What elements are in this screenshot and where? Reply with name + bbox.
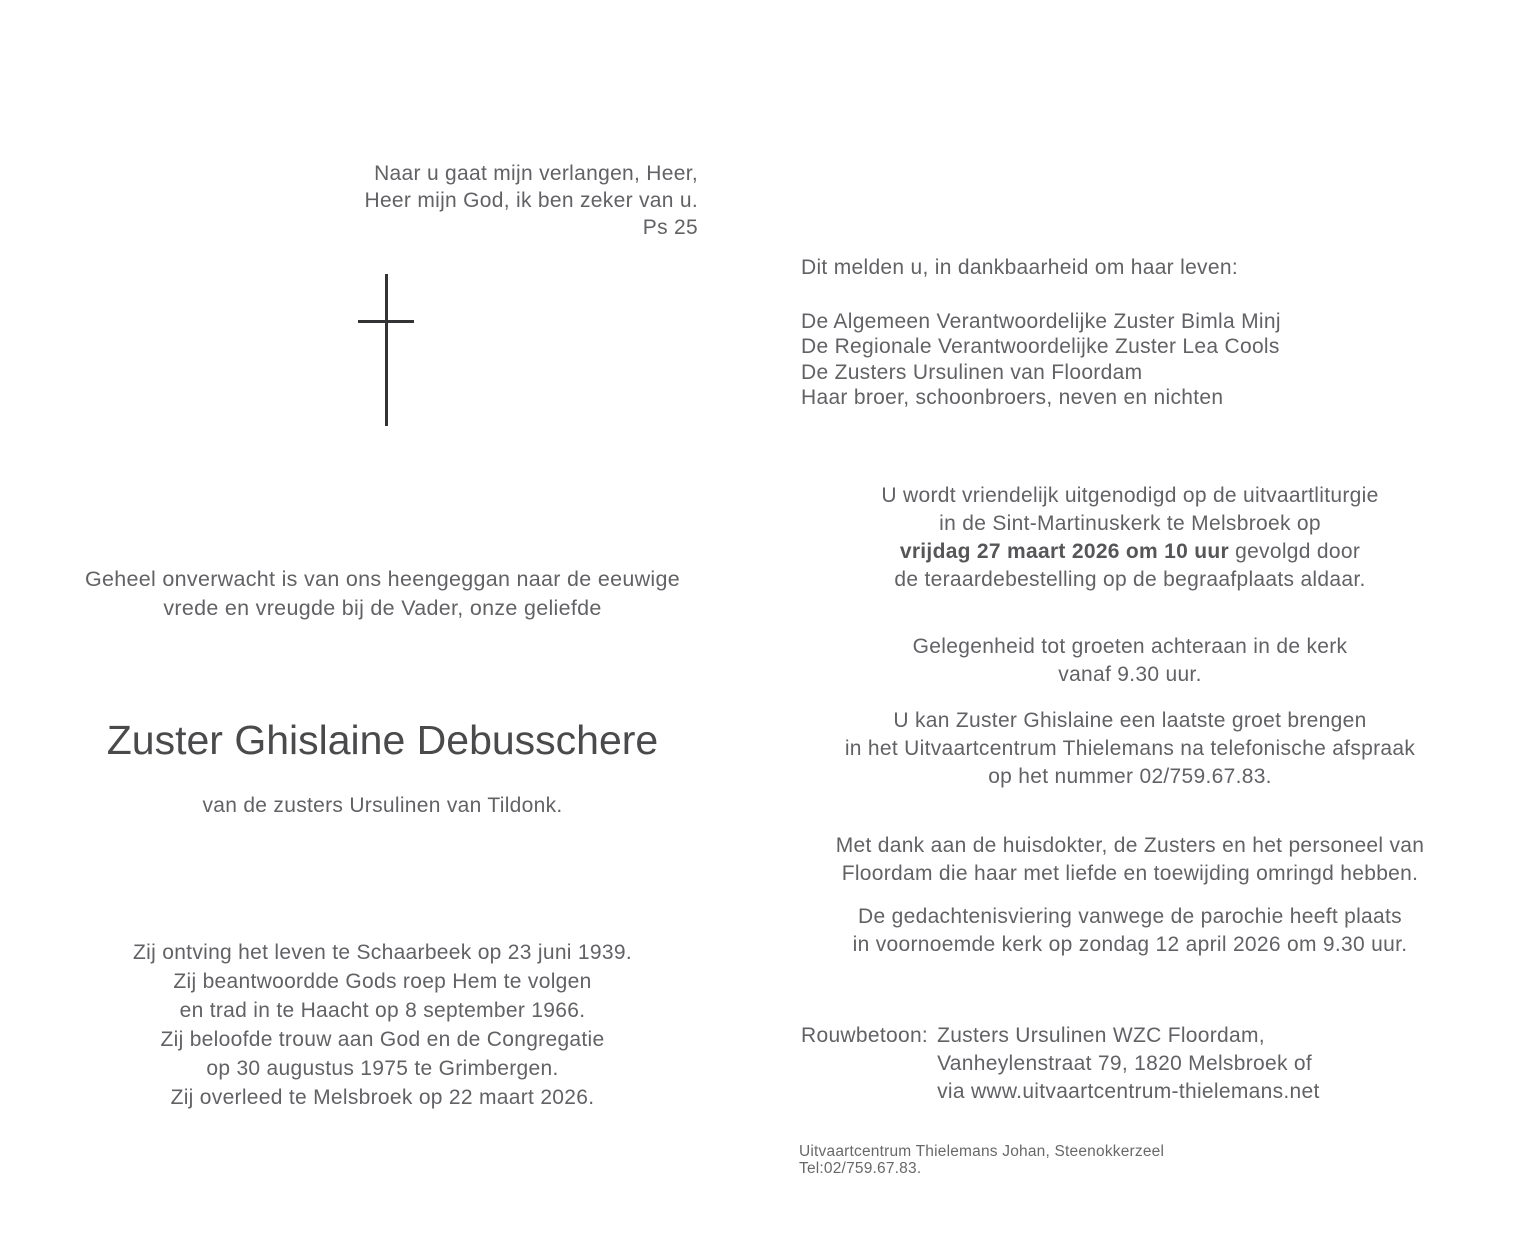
condolences-website: via www.uitvaartcentrum-thielemans.net bbox=[937, 1080, 1320, 1103]
funeral-line: de teraardebestelling op de begraafplaats aldaar. bbox=[894, 568, 1366, 591]
psalm-quote bbox=[60, 160, 705, 241]
last-greeting-info bbox=[800, 707, 1460, 791]
biography-line: Zij ontving het leven te Schaarbeek op 23 juni 1939. bbox=[133, 941, 632, 964]
mourner-line: De Algemeen Verantwoordelijke Zuster Bimla Minj bbox=[801, 310, 1281, 333]
funeral-invitation bbox=[800, 482, 1460, 594]
biography-line: en trad in te Haacht op 8 september 1966. bbox=[179, 999, 586, 1022]
psalm-attribution: Ps 25 bbox=[642, 216, 698, 239]
funeral-date-line bbox=[800, 538, 1460, 566]
mourners-list bbox=[801, 309, 1461, 410]
mourner-line: De Zusters Ursulinen van Floordam bbox=[801, 360, 1143, 384]
mourner-line: De Regionale Verantwoordelijke Zuster Lea Cools bbox=[801, 335, 1280, 359]
condolences-lines bbox=[937, 1022, 1320, 1106]
condolences-label: Rouwbetoon: bbox=[801, 1024, 929, 1047]
cross-icon bbox=[358, 320, 414, 323]
greeting-line: Gelegenheid tot groeten achteraan in de kerk bbox=[912, 635, 1348, 658]
funeral-line: U wordt vriendelijk uitgenodigd op de uitvaartliturgie bbox=[881, 484, 1379, 507]
biography-line: Zij beantwoordde Gods roep Hem te volgen bbox=[173, 970, 592, 993]
memorial-service-note bbox=[790, 903, 1470, 959]
thanks-line: Met dank aan de huisdokter, de Zusters en het personeel van bbox=[835, 834, 1425, 857]
deceased-name: Zuster Ghislaine Debusschere bbox=[106, 717, 659, 763]
footer-phone: Tel:02/759.67.83. bbox=[799, 1160, 922, 1177]
biography-line: Zij overleed te Melsbroek op 22 maart 2026. bbox=[170, 1086, 595, 1109]
greeting-opportunity bbox=[800, 633, 1460, 689]
footer-line: Uitvaartcentrum Thielemans Johan, Steenokkerzeel bbox=[799, 1143, 1165, 1160]
cross-icon bbox=[385, 274, 388, 426]
last-greeting-line: op het nummer 02/759.67.83. bbox=[988, 765, 1272, 788]
biography-line: op 30 augustus 1975 te Grimbergen. bbox=[206, 1057, 559, 1080]
biography-line: Zij beloofde trouw aan God en de Congregatie bbox=[160, 1028, 605, 1051]
condolences-address bbox=[801, 1022, 1461, 1106]
psalm-quote-line: Naar u gaat mijn verlangen, Heer, bbox=[374, 162, 698, 185]
thanks-note bbox=[790, 832, 1470, 888]
condolences-line: Vanheylenstraat 79, 1820 Melsbroek of bbox=[937, 1052, 1313, 1075]
memorial-line: in voornoemde kerk op zondag 12 april 2026 om 9.30 uur. bbox=[852, 933, 1408, 956]
funeral-home-footer bbox=[799, 1143, 1459, 1177]
condolences-line: Zusters Ursulinen WZC Floordam, bbox=[937, 1024, 1265, 1047]
thanks-line: Floordam die haar met liefde en toewijding omringd hebben. bbox=[841, 862, 1419, 885]
congregation-subtitle: van de zusters Ursulinen van Tildonk. bbox=[202, 794, 563, 817]
intro-line: vrede en vreugde bij de Vader, onze geliefde bbox=[163, 596, 602, 620]
last-greeting-line: in het Uitvaartcentrum Thielemans na telefonische afspraak bbox=[844, 737, 1416, 760]
psalm-quote-line: Heer mijn God, ik ben zeker van u. bbox=[364, 189, 698, 212]
biography bbox=[35, 938, 730, 1112]
greeting-line: vanaf 9.30 uur. bbox=[1058, 663, 1202, 686]
funeral-date-rest: gevolgd door bbox=[1228, 540, 1361, 563]
funeral-date: vrijdag 27 maart 2026 om 10 uur bbox=[899, 540, 1229, 563]
mourner-line: Haar broer, schoonbroers, neven en nichten bbox=[801, 385, 1224, 409]
death-announcement-intro bbox=[35, 565, 730, 623]
memorial-line: De gedachtenisviering vanwege de parochie heeft plaats bbox=[858, 905, 1402, 928]
last-greeting-line: U kan Zuster Ghislaine een laatste groet brengen bbox=[893, 709, 1367, 732]
announcement-intro: Dit melden u, in dankbaarheid om haar leven: bbox=[801, 256, 1238, 279]
funeral-line: in de Sint-Martinuskerk te Melsbroek op bbox=[939, 512, 1321, 535]
intro-line: Geheel onverwacht is van ons heengeggan naar de eeuwige bbox=[84, 567, 681, 591]
